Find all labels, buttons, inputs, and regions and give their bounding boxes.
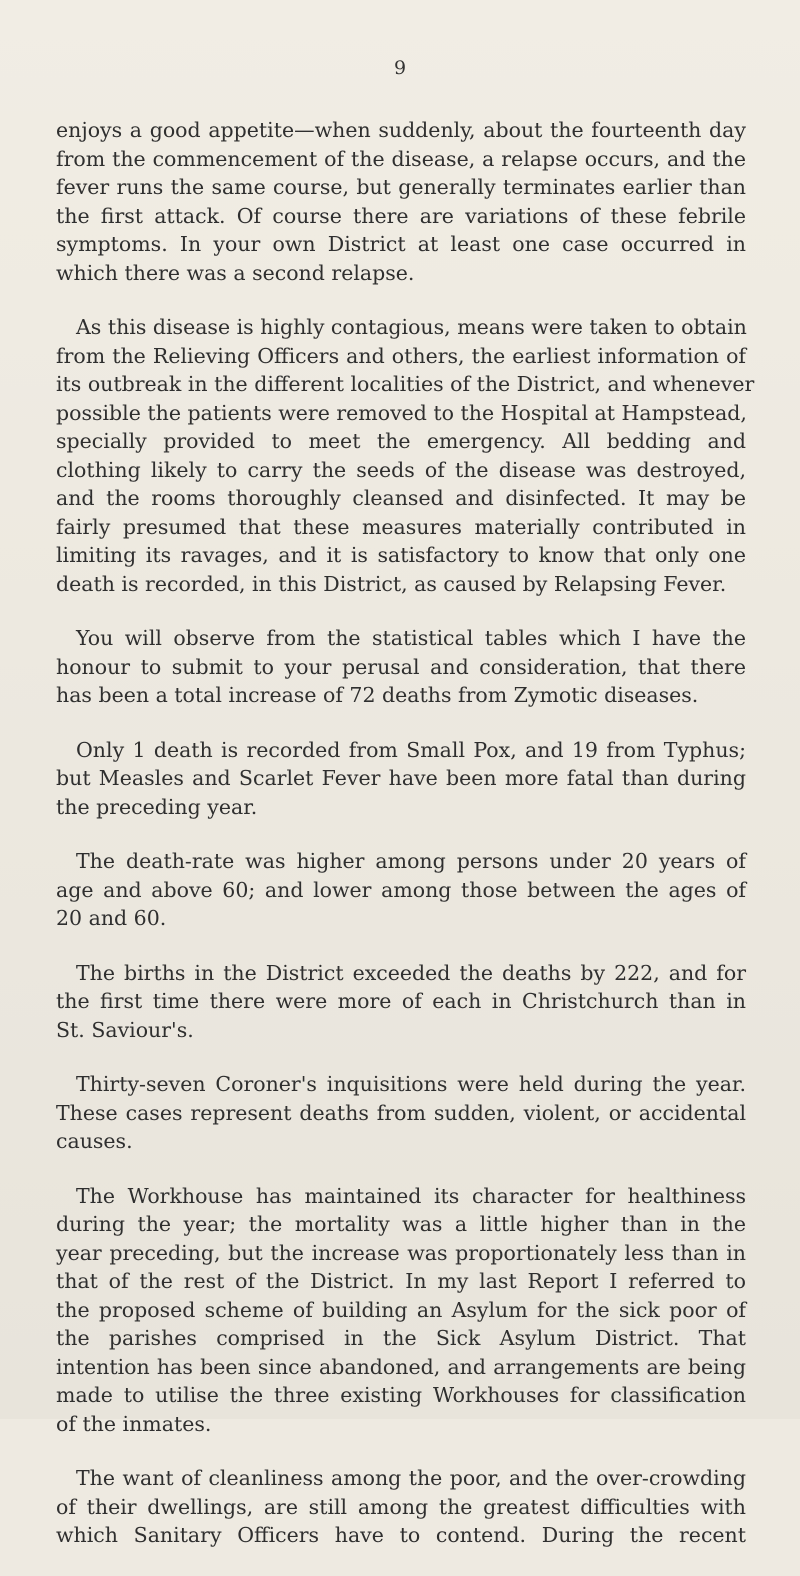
text-line: fairly presumed that these measures materially contributed in bbox=[56, 514, 746, 539]
text-line: Thirty-seven Coroner's inquisitions were held during the year. bbox=[76, 1072, 746, 1096]
text-line: enjoys a good appetite—when suddenly, about the fourteenth day bbox=[56, 118, 746, 142]
text-line: from the Relieving Officers and others, the earliest information of bbox=[56, 343, 746, 368]
text-line: The want of cleanliness among the poor, and the over-crowding bbox=[76, 1466, 746, 1490]
text-line: The death-rate was higher among persons under 20 years of bbox=[76, 849, 746, 873]
text-line: symptoms. In your own District at least one case occurred in bbox=[56, 232, 746, 256]
text-line: from the commencement of the disease, a relapse occurs, and the bbox=[56, 146, 746, 171]
text-line: the first attack. Of course there are variations of these febrile bbox=[56, 203, 746, 228]
text-line: of the inmates. bbox=[56, 1411, 212, 1436]
text-line: the preceding year. bbox=[56, 794, 258, 819]
text-line: the parishes comprised in the Sick Asylum District. That bbox=[56, 1326, 746, 1350]
text-line: These cases represent deaths from sudden, violent, or accidental bbox=[56, 1100, 746, 1125]
text-line: during the year; the mortality was a little higher than in the bbox=[56, 1212, 746, 1236]
text-line: and the rooms thoroughly cleansed and disinfected. It may be bbox=[56, 486, 746, 510]
text-line: year preceding, but the increase was proportionately less than in bbox=[56, 1240, 746, 1265]
paragraph bbox=[56, 959, 746, 1045]
text-line: You will observe from the statistical tables which I have the bbox=[76, 626, 746, 650]
text-line: age and above 60; and lower among those between the ages of bbox=[56, 877, 746, 902]
body-text bbox=[56, 116, 755, 1576]
text-line: fever runs the same course, but generally terminates earlier than bbox=[56, 175, 746, 199]
text-line: of their dwellings, are still among the greatest difficulties with bbox=[56, 1494, 746, 1519]
text-line: its outbreak in the different localities of the District, and whenever bbox=[56, 372, 755, 396]
text-line: The Workhouse has maintained its character for healthiness bbox=[76, 1183, 746, 1208]
text-line: As this disease is highly contagious, means were taken to obtain bbox=[76, 315, 747, 339]
paragraph bbox=[56, 736, 746, 822]
text-line: Only 1 death is recorded from Small Pox, and 19 from Typhus; bbox=[76, 737, 746, 762]
text-line: specially provided to meet the emergency. All bedding and bbox=[56, 429, 746, 453]
paragraph bbox=[56, 1070, 746, 1156]
text-line: has been a total increase of 72 deaths from Zymotic diseases. bbox=[56, 683, 699, 707]
text-line: intention has been since abandoned, and arrangements are being bbox=[56, 1354, 746, 1379]
text-line: causes. bbox=[56, 1129, 133, 1153]
text-line: made to utilise the three existing Workhouses for classification bbox=[56, 1383, 746, 1407]
text-line: the first time there were more of each in Christchurch than in bbox=[56, 989, 746, 1013]
paragraph bbox=[56, 624, 746, 710]
text-line: clothing likely to carry the seeds of the disease was destroyed, bbox=[56, 457, 746, 482]
text-line: but Measles and Scarlet Fever have been more fatal than during bbox=[56, 766, 746, 790]
paragraph bbox=[56, 116, 746, 287]
text-line: The births in the District exceeded the deaths by 222, and for bbox=[76, 960, 746, 985]
text-line: limiting its ravages, and it is satisfactory to know that only one bbox=[56, 543, 746, 567]
paragraph bbox=[56, 1464, 746, 1550]
text-line: death is recorded, in this District, as caused by Relapsing Fever. bbox=[56, 571, 727, 596]
text-line: the proposed scheme of building an Asylum for the sick poor of bbox=[56, 1297, 746, 1322]
paragraph bbox=[56, 313, 755, 598]
paragraph bbox=[56, 1182, 746, 1439]
page-number: 9 bbox=[393, 57, 407, 79]
text-line: St. Saviour's. bbox=[56, 1017, 194, 1042]
text-line: that of the rest of the District. In my last Report I referred to bbox=[56, 1269, 746, 1293]
text-line: which there was a second relapse. bbox=[56, 260, 415, 285]
text-line: which Sanitary Officers have to contend. During the recent bbox=[56, 1523, 746, 1547]
text-line: possible the patients were removed to the Hospital at Hampstead, bbox=[56, 400, 747, 425]
text-line: honour to submit to your perusal and consideration, that there bbox=[56, 654, 746, 679]
paragraph bbox=[56, 847, 746, 933]
text-line: 20 and 60. bbox=[56, 906, 167, 930]
